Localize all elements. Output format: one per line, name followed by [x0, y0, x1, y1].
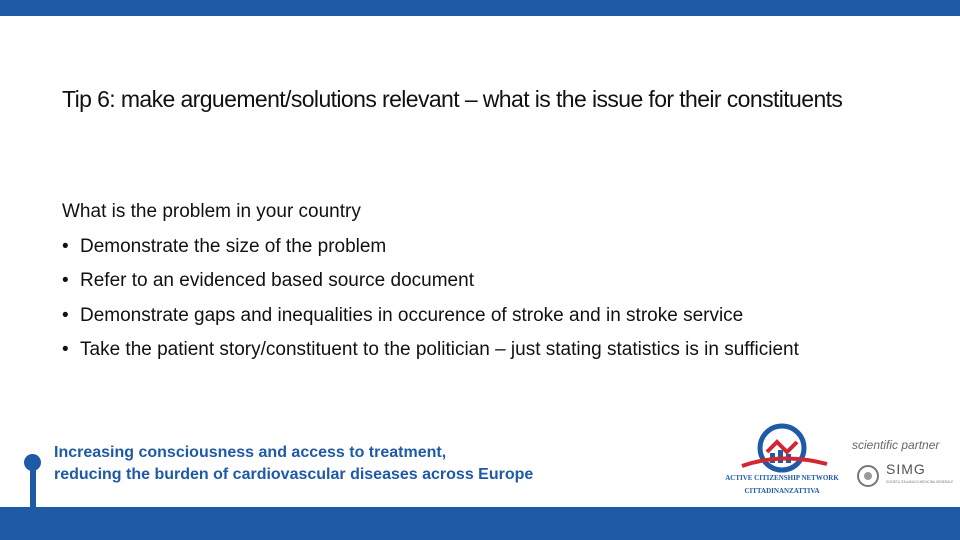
bullet-marker: • [62, 270, 69, 291]
bullet-marker: • [62, 339, 69, 360]
list-item-text: Demonstrate the size of the problem [80, 235, 387, 257]
timeline-dot [24, 454, 41, 471]
campaign-line-2: reducing the burden of cardiovascular diseases across Europe [54, 466, 534, 483]
intro-text: What is the problem in your country [62, 201, 361, 222]
top-bar [0, 0, 960, 16]
list-item [62, 299, 882, 334]
bottom-bar [0, 507, 960, 540]
bullet-marker: • [62, 304, 69, 326]
simg-name-text: SIMG [886, 461, 926, 477]
list-item-text: Refer to an evidenced based source document [80, 270, 474, 291]
acn-name-text: ACTIVE CITIZENSHIP NETWORK [725, 474, 839, 482]
acn-emblem-icon [742, 426, 827, 470]
active-citizenship-network-logo [722, 420, 842, 500]
scientific-partner-label: scientific partner [852, 438, 940, 452]
simg-emblem-icon [858, 466, 878, 486]
campaign-tagline [54, 442, 614, 486]
slide-body [62, 195, 882, 368]
list-item [62, 264, 882, 299]
list-item [62, 333, 882, 368]
bullet-list [62, 230, 882, 368]
list-item [62, 230, 882, 265]
simg-sub-text: SOCIETÀ ITALIANA DI MEDICINA GENERALE [886, 480, 954, 484]
list-item-text: Take the patient story/constituent to the politician – just stating statistics is in sufficient [80, 339, 799, 360]
acn-sub-text: CITTADINANZATTIVA [744, 487, 820, 495]
slide-title: Tip 6: make arguement/solutions relevant – what is the issue for their constituents [62, 86, 843, 112]
list-item-text: Demonstrate gaps and inequalities in occurence of stroke and in stroke service [80, 304, 744, 326]
campaign-line-1: Increasing consciousness and access to treatment, [54, 444, 447, 461]
bullet-marker: • [62, 235, 69, 257]
simg-logo [856, 456, 954, 496]
